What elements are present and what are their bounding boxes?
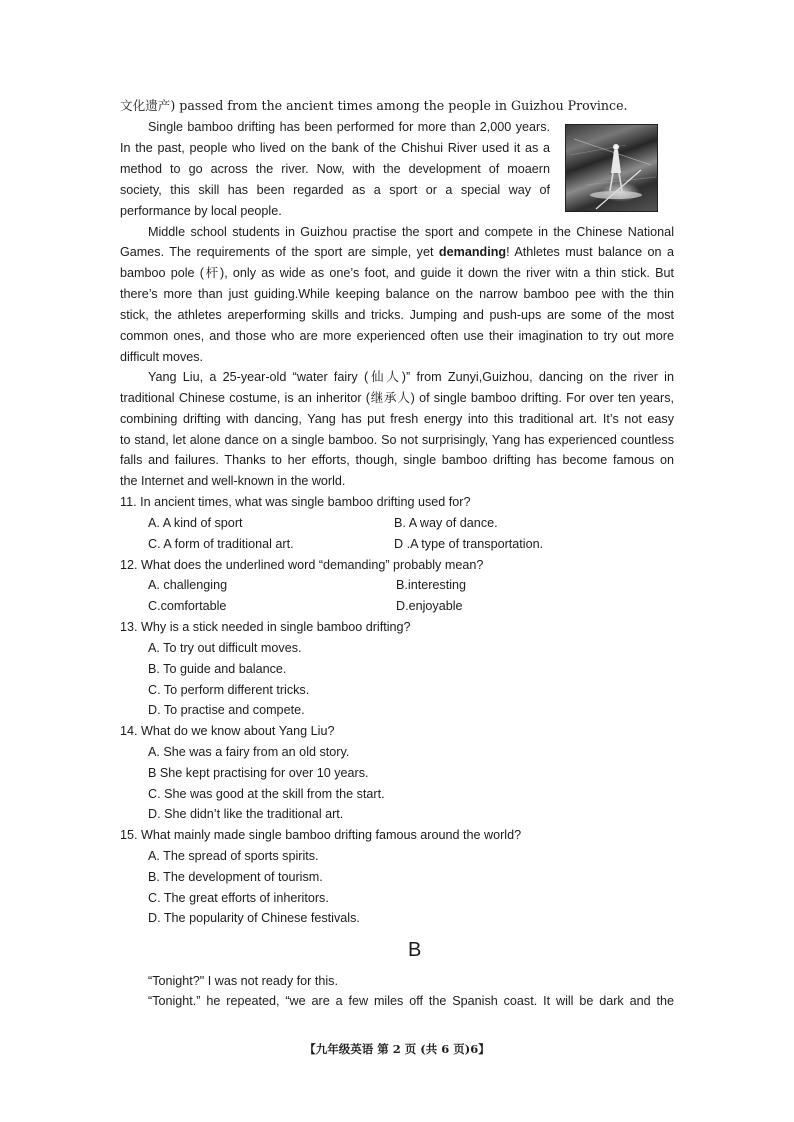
section-b-line-2: “Tonight.” he repeated, “we are a few miles off the Spanish coast. It will be dark and the xyxy=(148,994,674,1008)
question-13-stem: 13. Why is a stick needed in single bamboo drifting? xyxy=(120,620,411,634)
passage-line-18: falls and failures. Thanks to her efforts, though, single bamboo drifting has become famous on xyxy=(120,453,674,467)
page-footer: 【九年级英语 第 2 页 (共 6 页)6】 xyxy=(304,1042,490,1056)
question-14-option-d[interactable]: D. She didn’t like the traditional art. xyxy=(148,807,344,821)
passage-line-13: difficult moves. xyxy=(120,350,204,364)
passage-line-4: method to go across the river. Now, with the development of moaern xyxy=(120,162,550,176)
section-b-line-1: “Tonight?" I was not ready for this. xyxy=(148,974,338,988)
passage-line-9: bamboo pole (杆), only as wide as one’s foot, and guide it down the river witn a thin stick. But xyxy=(120,266,674,280)
passage-line-10: there’s more than just guiding.While keeping balance on the narrow bamboo pee with the thin xyxy=(120,287,674,301)
question-11-option-b[interactable]: B. A way of dance. xyxy=(394,516,498,530)
question-12-option-c[interactable]: C.comfortable xyxy=(148,599,227,613)
question-12-option-d[interactable]: D.enjoyable xyxy=(396,599,463,613)
passage-line-3: In the past, people who lived on the bank of the Chishui River used it as a xyxy=(120,141,550,155)
passage-line-15: traditional Chinese costume, is an inheritor (继承人) of single bamboo drifting. For over ten years, xyxy=(120,391,674,405)
question-15-option-c[interactable]: C. The great efforts of inheritors. xyxy=(148,891,329,905)
question-11-option-d[interactable]: D .A type of transportation. xyxy=(394,537,544,551)
demanding-word: demanding xyxy=(438,245,507,259)
question-11-option-a[interactable]: A. A kind of sport xyxy=(148,516,243,530)
question-15-option-d[interactable]: D. The popularity of Chinese festivals. xyxy=(148,911,360,925)
question-12-option-a[interactable]: A. challenging xyxy=(148,578,228,592)
passage-line-1: 文化遗产) passed from the ancient times among the people in Guizhou Province. xyxy=(120,98,628,113)
question-14-option-a[interactable]: A. She was a fairy from an old story. xyxy=(148,745,350,759)
passage-line-5: society, this skill has been regarded as a sport or a special way of xyxy=(120,183,550,197)
question-11-option-c[interactable]: C. A form of traditional art. xyxy=(148,537,294,551)
passage-line-17: to stand, let alone dance on a single bamboo. So not surprisingly, Yang has experienced countless xyxy=(120,433,674,447)
question-13-option-a[interactable]: A. To try out difficult moves. xyxy=(148,641,302,655)
section-b-heading: B xyxy=(408,939,422,961)
question-13-option-b[interactable]: B. To guide and balance. xyxy=(148,662,287,676)
bamboo-drifting-photo xyxy=(565,124,658,212)
photo-figure-icon xyxy=(566,125,658,212)
question-14-stem: 14. What do we know about Yang Liu? xyxy=(120,724,335,738)
question-12-option-b[interactable]: B.interesting xyxy=(396,578,467,592)
question-13-option-c[interactable]: C. To perform different tricks. xyxy=(148,683,310,697)
passage-line-16: combining drifting with dancing, Yang has put fresh energy into this traditional art. It’s not easy xyxy=(120,412,674,426)
question-14-option-c[interactable]: C. She was good at the skill from the start. xyxy=(148,787,385,801)
question-15-option-b[interactable]: B. The development of tourism. xyxy=(148,870,323,884)
passage-line-7: Middle school students in Guizhou practise the sport and compete in the Chinese National xyxy=(148,225,674,239)
question-15-option-a[interactable]: A. The spread of sports spirits. xyxy=(148,849,319,863)
passage-line-8: Games. The requirements of the sport are simple, yet demanding! Athletes must balance on a xyxy=(120,245,675,259)
passage-line-11: stick, the athletes areperforming skills and tricks. Jumping and push-ups are some of the most xyxy=(120,308,674,322)
passage-line-12: common ones, and those who are more experienced often use their imagination to try out more xyxy=(120,329,674,343)
question-15-stem: 15. What mainly made single bamboo drifting famous around the world? xyxy=(120,828,522,842)
passage-line-19: the Internet and well-known in the world. xyxy=(120,474,346,488)
question-12-stem: 12. What does the underlined word “demanding” probably mean? xyxy=(120,558,484,572)
passage-line-2: Single bamboo drifting has been performed for more than 2,000 years. xyxy=(148,120,550,134)
question-13-option-d[interactable]: D. To practise and compete. xyxy=(148,703,305,717)
passage-line-6: performance by local people. xyxy=(120,204,282,218)
passage-line-14: Yang Liu, a 25-year-old “water fairy (仙人)” from Zunyi,Guizhou, dancing on the river in xyxy=(148,370,674,384)
question-14-option-b[interactable]: B She kept practising for over 10 years. xyxy=(148,766,369,780)
question-11-stem: 11. In ancient times, what was single bamboo drifting used for? xyxy=(120,495,471,509)
